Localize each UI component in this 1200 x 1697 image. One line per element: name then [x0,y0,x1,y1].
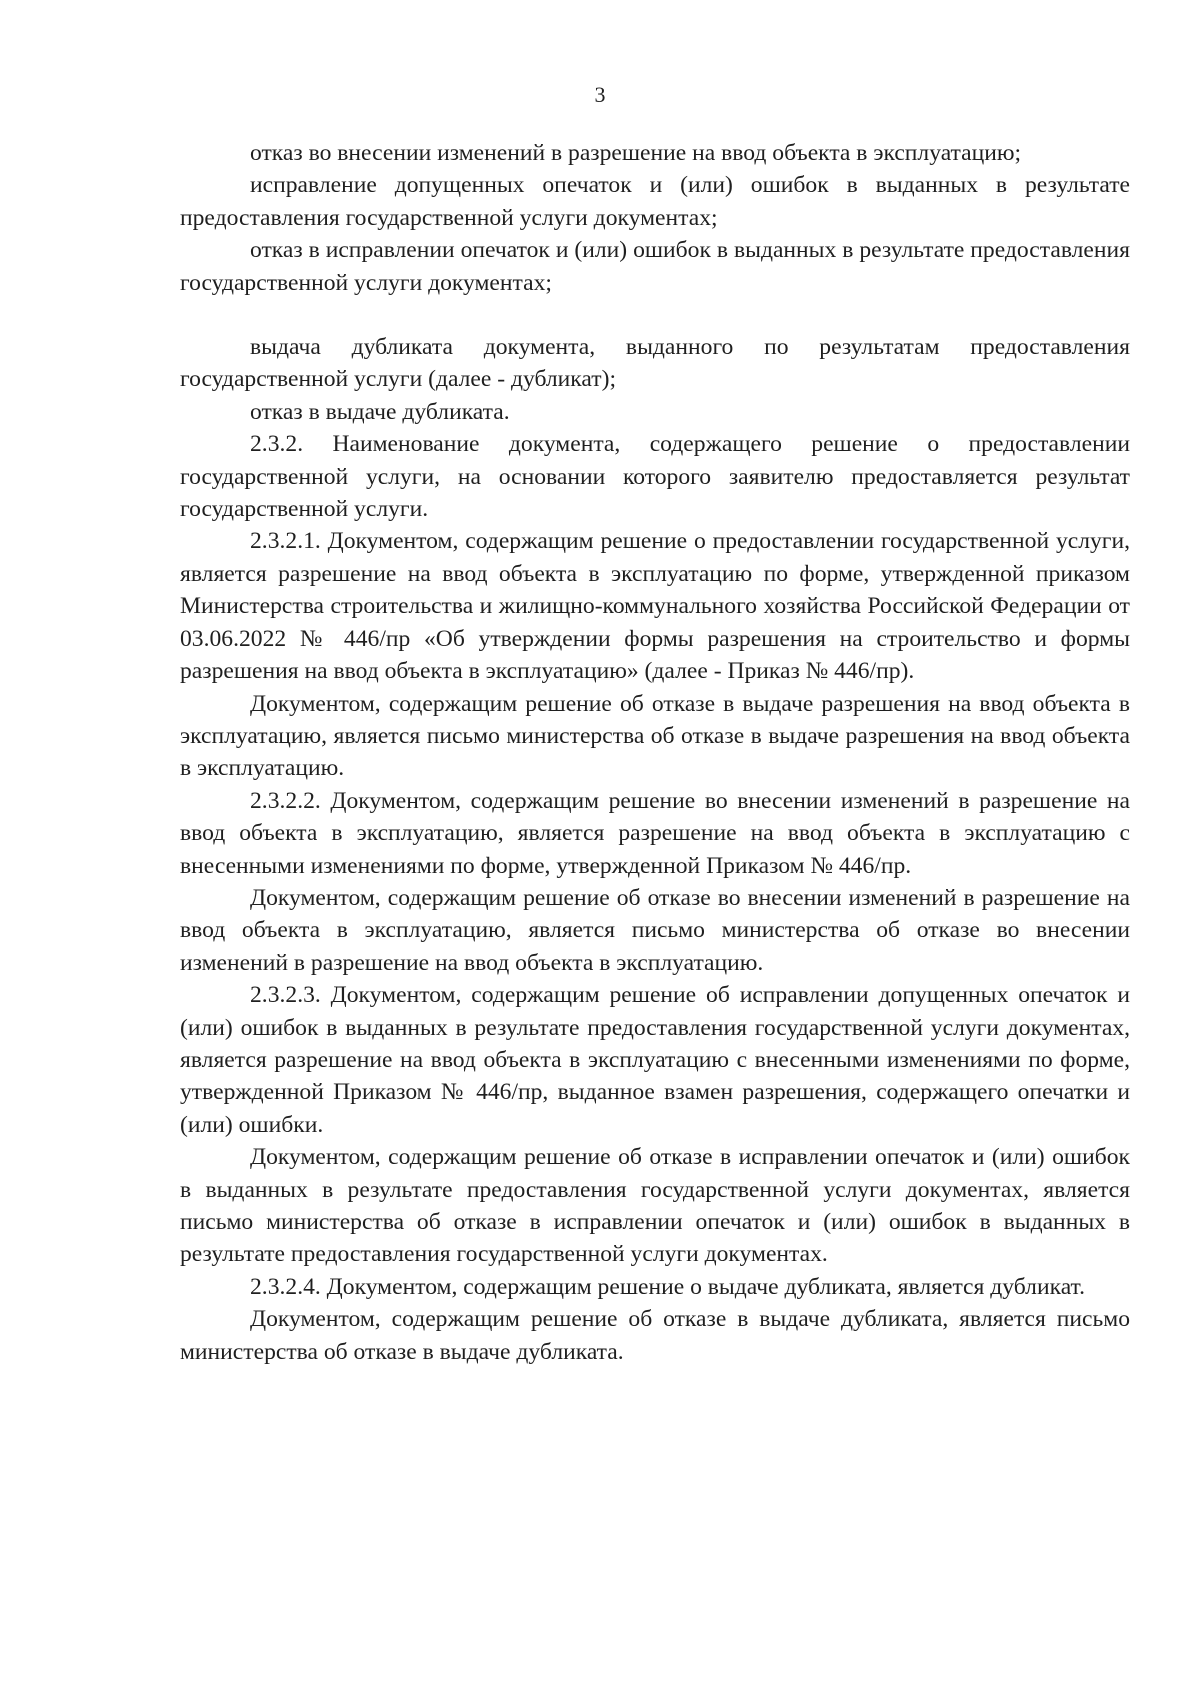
paragraph: Документом, содержащим решение об отказе в выдаче разрешения на ввод объекта в эксплуатацию, является письмо министерства об отказе в выдаче разрешения на ввод объекта в эксплуатацию. [180,690,1130,782]
paragraph: Документом, содержащим решение об отказе в исправлении опечаток и (или) ошибок в выданных в результате предоставления государственной услуги документах, является письмо министерства об отказе в исправлении опечаток и (или) ошибок в выданных в результате предоставления государственной услуги документах. [180,1144,1130,1268]
paragraph: исправление допущенных опечаток и (или) ошибок в выданных в результате предоставления государственной услуги документах; [180,172,1130,231]
paragraph: отказ в исправлении опечаток и (или) ошибок в выданных в результате предоставления государственной услуги документах; [180,237,1130,296]
paragraph: Документом, содержащим решение об отказе во внесении изменений в разрешение на ввод объекта в эксплуатацию, является письмо министерства об отказе во внесении изменений в разрешение на ввод объекта в эксплуатацию. [180,884,1130,976]
paragraph: выдача дубликата документа, выданного по результатам предоставления государственной услуги (далее - дубликат); [180,334,1130,393]
paragraph: отказ во внесении изменений в разрешение на ввод объекта в эксплуатацию; [250,140,1022,166]
paragraph: 2.3.2. Наименование документа, содержащего решение о предоставлении государственной услуги, на основании которого заявителю предоставляется результат государственной услуги. [180,431,1130,523]
page-number: 3 [594,82,606,107]
paragraph: отказ в выдаче дубликата. [250,398,510,425]
paragraph: 2.3.2.2. Документом, содержащим решение во внесении изменений в разрешение на ввод объекта в эксплуатацию, является разрешение на ввод объекта в эксплуатацию с внесенными изменениями по форме, утвержденной Приказом № 446/пр. [180,787,1130,879]
paragraph: 2.3.2.4. Документом, содержащим решение о выдаче дубликата, является дубликат. [250,1273,1085,1300]
document-body [180,137,1130,1368]
paragraph: 2.3.2.1. Документом, содержащим решение о предоставлении государственной услуги, является разрешение на ввод объекта в эксплуатацию по форме, утвержденной приказом Министерства строительства и жилищно-коммунального хозяйства Российской Федерации от 03.06.2022 № 446/пр «Об утверждении формы разрешения на строительство и формы разрешения на ввод объекта в эксплуатацию» (далее - Приказ № 446/пр). [180,528,1130,685]
paragraph: Документом, содержащим решение об отказе в выдаче дубликата, является письмо министерства об отказе в выдаче дубликата. [180,1306,1130,1365]
paragraph: 2.3.2.3. Документом, содержащим решение об исправлении допущенных опечаток и (или) ошибок в выданных в результате предоставления государственной услуги документах, является разрешение на ввод объекта в эксплуатацию с внесенными изменениями по форме, утвержденной Приказом № 446/пр, выданное взамен разрешения, содержащего опечатки и (или) ошибки. [180,982,1130,1138]
